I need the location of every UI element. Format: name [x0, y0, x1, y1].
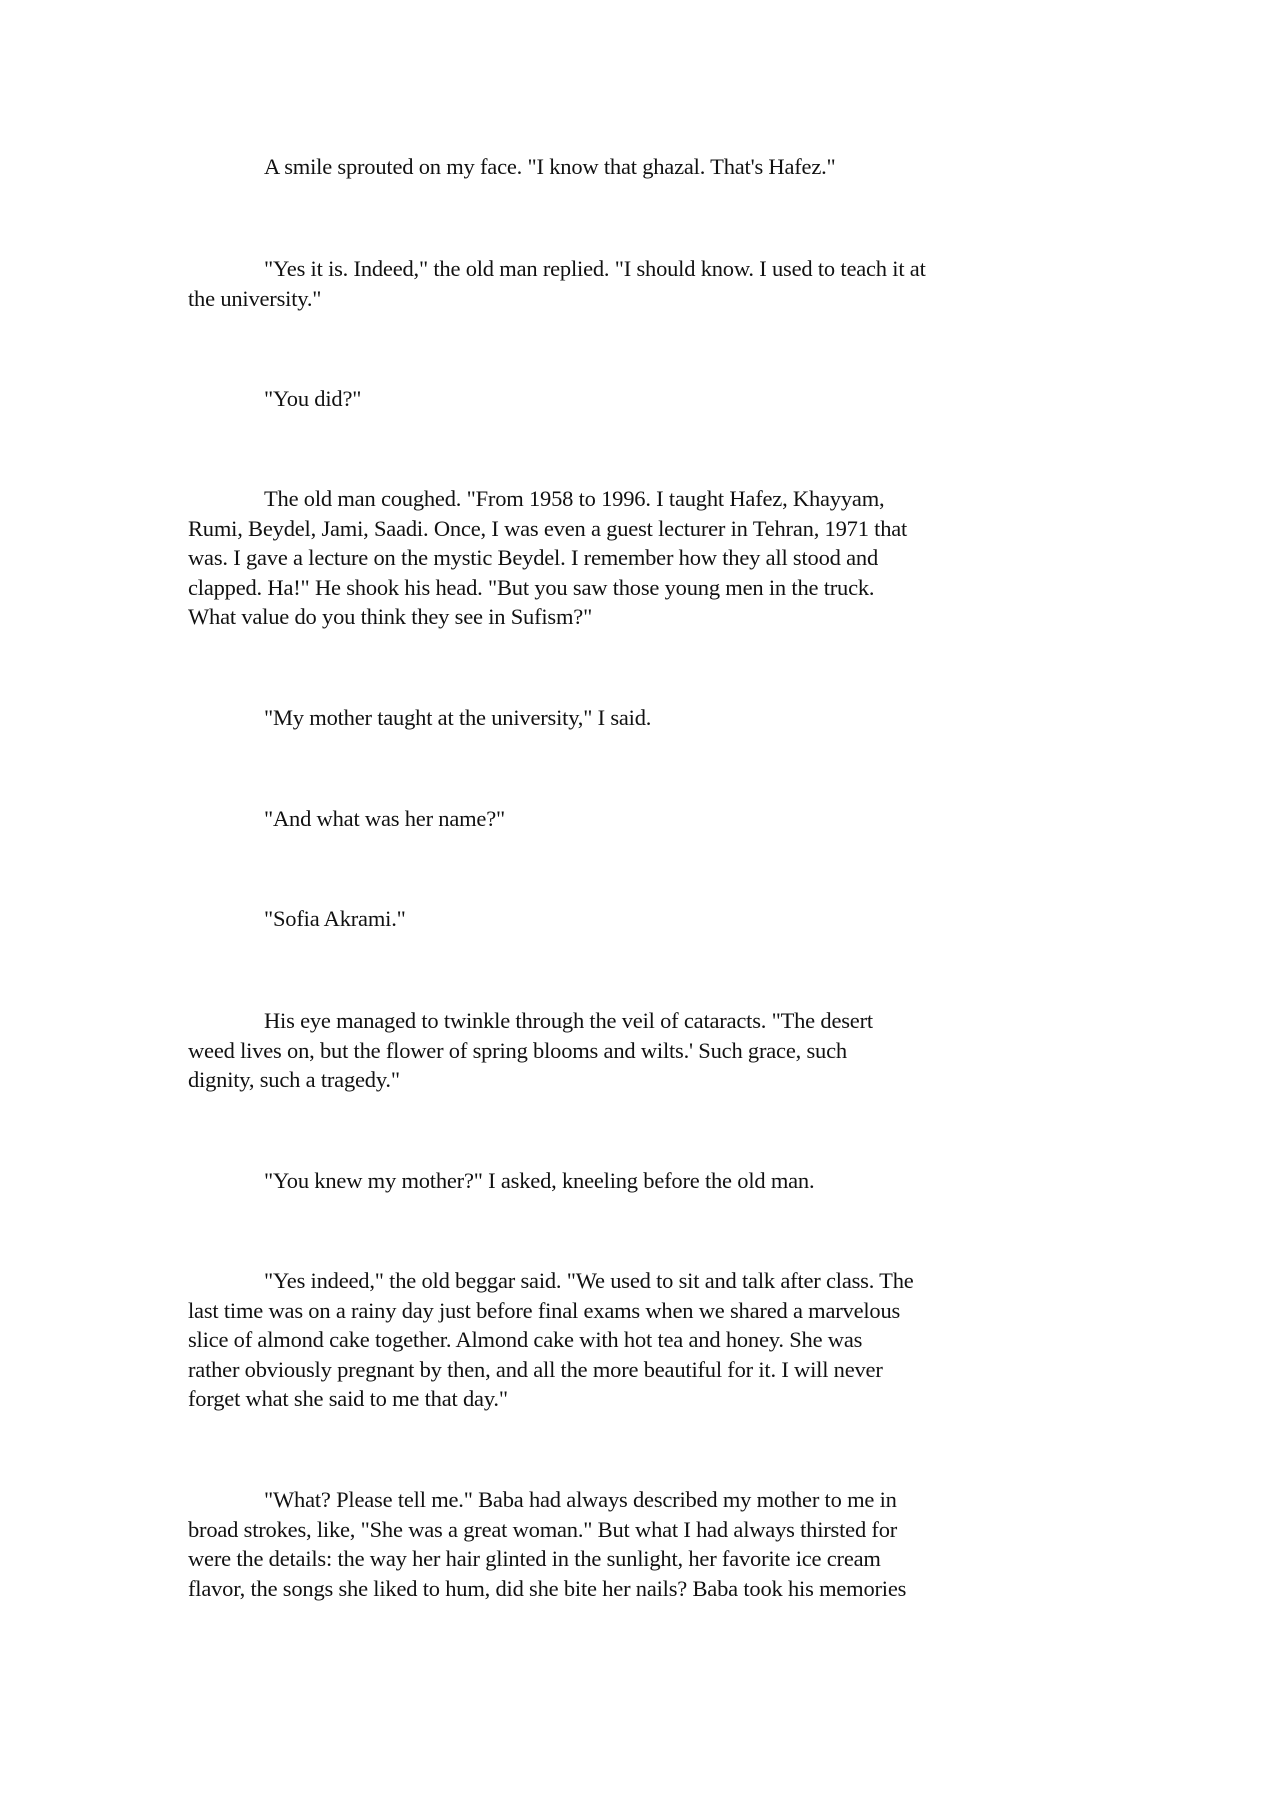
text-line: broad strokes, like, "She was a great woman." But what I had always thirsted for — [188, 1516, 898, 1542]
paragraph — [188, 1485, 1068, 1603]
paragraph — [188, 804, 1068, 834]
text-line: "And what was her name?" — [264, 806, 505, 831]
text-line: flavor, the songs she liked to hum, did she bite her nails? Baba took his memories — [188, 1575, 907, 1601]
text-line: The old man coughed. "From 1958 to 1996. I taught Hafez, Khayyam, — [264, 486, 885, 511]
text-line: last time was on a rainy day just before final exams when we shared a marvelous — [188, 1297, 901, 1323]
text-line: were the details: the way her hair glinted in the sunlight, her favorite ice cream — [188, 1546, 881, 1571]
paragraph — [188, 1166, 1068, 1196]
text-line: "You knew my mother?" I asked, kneeling before the old man. — [264, 1168, 815, 1193]
text-line: A smile sprouted on my face. "I know that ghazal. That's Hafez." — [264, 154, 836, 179]
paragraph — [188, 1266, 1068, 1414]
paragraph — [188, 384, 1068, 414]
text-line: Rumi, Beydel, Jami, Saadi. Once, I was even a guest lecturer in Tehran, 1971 that — [188, 515, 908, 541]
text-line: rather obviously pregnant by then, and all the more beautiful for it. I will never — [188, 1356, 883, 1382]
text-line: forget what she said to me that day." — [188, 1386, 508, 1411]
text-line: weed lives on, but the flower of spring blooms and wilts.' Such grace, such — [188, 1037, 847, 1063]
text-line: "Yes indeed," the old beggar said. "We used to sit and talk after class. The — [264, 1268, 914, 1293]
text-line: was. I gave a lecture on the mystic Beydel. I remember how they all stood and — [188, 545, 878, 570]
text-line: the university." — [188, 285, 322, 311]
text-line: clapped. Ha!" He shook his head. "But you saw those young men in the truck. — [188, 574, 875, 600]
paragraph — [188, 152, 1068, 182]
paragraph — [188, 484, 1068, 632]
text-line: What value do you think they see in Sufism?" — [188, 604, 593, 629]
paragraph — [188, 703, 1068, 733]
text-line: slice of almond cake together. Almond cake with hot tea and honey. She was — [188, 1327, 863, 1352]
text-line: dignity, such a tragedy." — [188, 1067, 400, 1092]
paragraph — [188, 904, 1068, 934]
text-line: "Sofia Akrami." — [264, 906, 406, 931]
text-line: "Yes it is. Indeed," the old man replied. "I should know. I used to teach it at — [264, 256, 926, 281]
text-line: "You did?" — [264, 386, 362, 411]
paragraph — [188, 254, 1068, 313]
paragraph — [188, 1006, 1068, 1095]
text-line: His eye managed to twinkle through the veil of cataracts. "The desert — [264, 1008, 873, 1033]
text-line: "What? Please tell me." Baba had always described my mother to me in — [264, 1487, 897, 1512]
text-line: "My mother taught at the university," I said. — [264, 705, 652, 730]
